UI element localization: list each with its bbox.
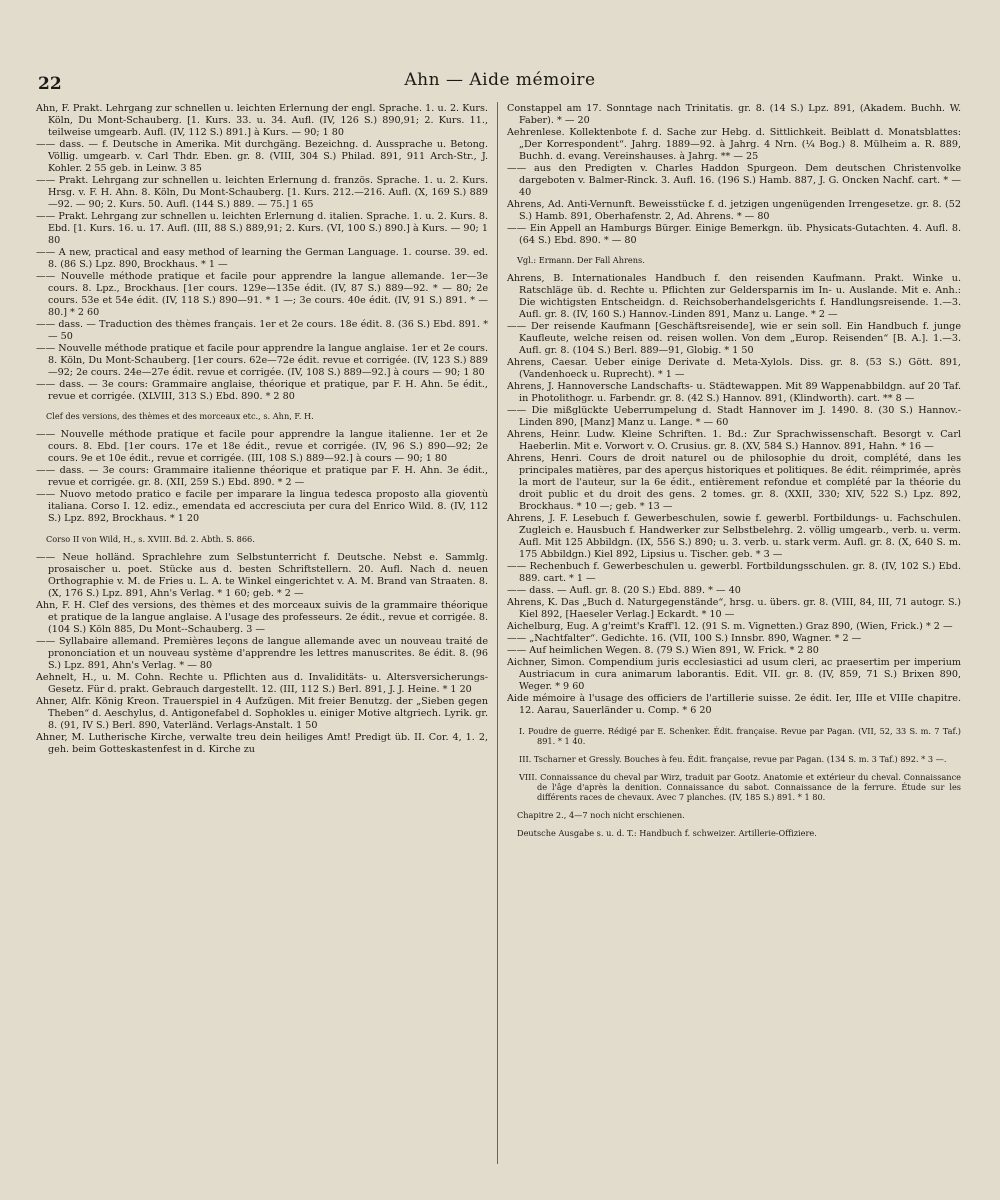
cross-reference-note: Vgl.: Ermann. Der Fall Ahrens. bbox=[517, 255, 645, 266]
entry: Aide mémoire à l'usage des officiers de l'artillerie suisse. 2e édit. Ier, IIIe et VIIIe chapitre. 12. Aarau, Sauerländer u. Comp. * 6 20 bbox=[507, 693, 961, 717]
entry: —— dass. — Traduction des thèmes français. 1er et 2e cours. 18e édit. 8. (36 S.) Ebd. 891. * — 50 bbox=[36, 319, 488, 342]
right-column bbox=[507, 103, 961, 847]
entry: Ahrens, Heinr. Ludw. Kleine Schriften. 1. Bd.: Zur Sprachwissenschaft. Besorgt v. Carl Haeberlin. Mit e. Vorwort v. O. Crusius. gr. 8. (XV, 584 S.) Hannov. 891, Hahn. * 16 — bbox=[507, 429, 961, 453]
cross-reference-note: Clef des versions, des thèmes et des morceaux etc., s. Ahn, F. H. bbox=[46, 411, 314, 422]
entry: Constappel am 17. Sonntage nach Trinitatis. gr. 8. (14 S.) Lpz. 891, (Akadem. Buchh. W. Faber). * — 20 bbox=[507, 103, 961, 126]
entry: —— Der reisende Kaufmann [Geschäftsreisende], wie er sein soll. Ein Handbuch f. junge Kaufleute, welche reisen od. reisen wollen. Von dem „Europ. Reisenden“ [B. A.]. 1.—3. Aufl. gr. 8. (104 S.) Berl. 889—91, Globig. * 1 50 bbox=[507, 321, 961, 357]
chapter-note: VIII. Connaissance du cheval par Wirz, traduit par Gootz. Anatomie et extérieur du cheval. Connaissance de l'âge d'après la denition. Connaissance du sabot. Connaissance de la ferrure. Étude sur les différents races de chevaux. Avec 7 planches. (IV, 185 S.) 891. * 1 80. bbox=[519, 771, 961, 802]
entry: —— Ein Appell an Hamburgs Bürger. Einige Bemerkgn. üb. Physicats-Gutachten. 4. Aufl. 8. (64 S.) Ebd. 890. * — 80 bbox=[507, 223, 961, 246]
entry: —— aus den Predigten v. Charles Haddon Spurgeon. Dem deutschen Christenvolke dargeboten v. Balmer-Rinck. 3. Aufl. 16. (196 S.) Hamb. 887, J. G. Oncken Nachf. cart. * — 40 bbox=[507, 163, 961, 198]
entry: —— Nuovo metodo pratico e facile per imparare la lingua tedesca proposto alla gioventù italiana. Corso I. 12. ediz., emendata ed accresciuta per cura del Enrico Wild. 8. (IV, 112 S.) Lpz. 892, Brockhaus. * 1 20 bbox=[36, 489, 488, 525]
footnote: Deutsche Ausgabe s. u. d. T.: Handbuch f. schweizer. Artillerie-Offiziere. bbox=[517, 828, 817, 839]
entry: —— dass. — 3e cours: Grammaire italienne théorique et pratique par F. H. Ahn. 3e édit., revue et corrigée. gr. 8. (XII, 259 S.) Ebd. 890. * 2 — bbox=[36, 465, 488, 489]
entry: Aichelburg, Eug. A g'reimt's Kraff'l. 12. (91 S. m. Vignetten.) Graz 890, (Wien, Frick.) * 2 — bbox=[507, 621, 953, 633]
entry: Ahner, M. Lutherische Kirche, verwalte treu dein heiliges Amt! Predigt üb. II. Cor. 4, 1. 2, geh. beim Gotteskastenfest in d. Kirche zu bbox=[36, 731, 488, 755]
entry: Ahrens, J. F. Lesebuch f. Gewerbeschulen, sowie f. gewerbl. Fortbildungs- u. Fachschulen. Zugleich e. Hausbuch f. Handwerker zur Selbstbelehrg. 2. völlig umgearb., verb. u. verm. Aufl. Mit 125 Abbildgn. (IX, 556 S.) 890; u. 3. verb. u. stark verm. Aufl. gr. 8. (X, 640 S. m. 175 Abbildgn.) Kiel 892, Lipsius u. Tischer. geb. * 3 — bbox=[507, 513, 961, 561]
cross-reference-note: Corso II von Wild, H., s. XVIII. Bd. 2. Abth. S. 866. bbox=[46, 533, 255, 544]
entry: —— Neue holländ. Sprachlehre zum Selbstunterricht f. Deutsche. Nebst e. Sammlg. prosaischer u. poet. Stücke aus d. besten Schriftstellern. 20. Aufl. Nach d. neuen Orthographie v. M. de Fries u. L. A. te Winkel eingerichtet v. A. M. Brand van Straaten. 8. (X, 176 S.) Lpz. 891, Ahn's Verlag. * 1 60; geb. * 2 — bbox=[36, 551, 488, 599]
entry: —— Nouvelle méthode pratique et facile pour apprendre la langue anglaise. 1er et 2e cours. 8. Köln, Du Mont-Schauberg. [1er cours. 62e—72e édit. revue et corrigée. (IV, 123 S.) 889—92; 2e cours. 24e—27e édit. revue et corrigée. (IV, 108 S.) 889—92.] à cours — 90; 1 80 bbox=[36, 343, 488, 378]
entry: —— Prakt. Lehrgang zur schnellen u. leichten Erlernung d. französ. Sprache. 1. u. 2. Kurs. Hrsg. v. F. H. Ahn. 8. Köln, Du Mont-Schauberg. [1. Kurs. 212.—216. Aufl. (X, 169 S.) 889—92. — 90; 2. Kurs. 50. Aufl. (144 S.) 889. — 75.] 1 65 bbox=[36, 175, 488, 210]
chapter-note: III. Tscharner et Gressly. Bouches à feu. Édit. française, revue par Pagan. (134 S. m. 3 Taf.) 892. * 3 —. bbox=[519, 753, 947, 764]
entry: Ahner, Alfr. König Kreon. Trauerspiel in 4 Aufzügen. Mit freier Benutzg. der „Sieben gegen Theben“ d. Aeschylus, d. Antigonefabel d. Sophokles u. einiger Motive altgriech. Lyrik. gr. 8. (91, IV S.) Berl. 890, Vaterländ. Verlags-Anstalt. 1 50 bbox=[36, 695, 488, 731]
entry: —— Auf heimlichen Wegen. 8. (79 S.) Wien 891, W. Frick. * 2 80 bbox=[507, 645, 819, 657]
entry: —— Prakt. Lehrgang zur schnellen u. leichten Erlernung d. italien. Sprache. 1. u. 2. Kurs. 8. Ebd. [1. Kurs. 16. u. 17. Aufl. (III, 88 S.) 889,91; 2. Kurs. (VI, 100 S.) 890.] à Kurs. — 90; 1 80 bbox=[36, 211, 488, 246]
entry: —— dass. — 3e cours: Grammaire anglaise, théorique et pratique, par F. H. Ahn. 5e édit., revue et corrigée. (XLVIII, 313 S.) Ebd. 890. * 2 80 bbox=[36, 379, 488, 402]
entry: —— Nouvelle méthode pratique et facile pour apprendre la langue italienne. 1er et 2e cours. 8. Ebd. [1er cours. 17e et 18e édit., revue et corrigée. (IV, 96 S.) 890—92; 2e cours. 9e et 10e édit., revue et corrigée. (III, 108 S.) 889—92.] à cours — 90; 1 80 bbox=[36, 429, 488, 465]
footnote: Chapitre 2., 4—7 noch nicht erschienen. bbox=[517, 810, 685, 821]
entry: —— dass. — f. Deutsche in Amerika. Mit durchgäng. Bezeichng. d. Aussprache u. Betong. Völlig. umgearb. v. Carl Thdr. Eben. gr. 8. (VIII, 304 S.) Philad. 891, 911 Arch-Str., J. Kohler. 2 55 geb. in Leinw. 3 85 bbox=[36, 139, 488, 174]
running-header: Ahn — Aide mémoire bbox=[404, 70, 596, 90]
chapter-note: I. Poudre de guerre. Rédigé par E. Schenker. Édit. française. Revue par Pagan. (VII, 52, 33 S. m. 7 Taf.) 891. * 1 40. bbox=[519, 725, 961, 746]
entry: Aichner, Simon. Compendium juris ecclesiastici ad usum cleri, ac praesertim per imperium Austriacum in cura animarum laborantis. Edit. VII. gr. 8. (IV, 859, 71 S.) Brixen 890, Weger. * 9 60 bbox=[507, 657, 961, 693]
entry: Ahn, F. H. Clef des versions, des thèmes et des morceaux suivis de la grammaire théorique et pratique de la langue anglaise. A l'usage des professeurs. 2e édit., revue et corrigée. 8. (104 S.) Köln 885, Du Mont--Schauberg. 3 — bbox=[36, 599, 488, 635]
entry: —— A new, practical and easy method of learning the German Language. 1. course. 39. ed. 8. (86 S.) Lpz. 890, Brockhaus. * 1 — bbox=[36, 247, 488, 270]
entry: Ahrens, B. Internationales Handbuch f. den reisenden Kaufmann. Prakt. Winke u. Ratschläge üb. d. Rechte u. Pflichten zur Geldersparnis im In- u. Auslande. Mit e. Anh.: Die wichtigsten Entscheidgn. d. Reichsoberhandelsgerichts f. Handlungsreisende. 1.—3. Aufl. gr. 8. (IV, 160 S.) Hannov.-Linden 891, Manz u. Lange. * 2 — bbox=[507, 273, 961, 321]
entry: —— Rechenbuch f. Gewerbeschulen u. gewerbl. Fortbildungsschulen. gr. 8. (IV, 102 S.) Ebd. 889. cart. * 1 — bbox=[507, 561, 961, 585]
entry: Ahrens, Ad. Anti-Vernunft. Beweisstücke f. d. jetzigen ungenügenden Irrengesetze. gr. 8. (52 S.) Hamb. 891, Oberhafenstr. 2, Ad. Ahrens. * — 80 bbox=[507, 199, 961, 222]
entry: Ahn, F. Prakt. Lehrgang zur schnellen u. leichten Erlernung der engl. Sprache. 1. u. 2. Kurs. Köln, Du Mont-Schauberg. [1. Kurs. 33. u. 34. Aufl. (IV, 126 S.) 890,91; 2. Kurs. 11., teilweise umgearb. Aufl. (IV, 112 S.) 891.] à Kurs. — 90; 1 80 bbox=[36, 103, 488, 138]
entry: Aehrenlese. Kollektenbote f. d. Sache zur Hebg. d. Sittlichkeit. Beiblatt d. Monatsblattes: „Der Korrespondent“. Jahrg. 1889—92. à Jahrg. 4 Nrn. (¼ Bog.) 8. Mülheim a. R. 889, Buchh. d. evang. Vereinshauses. à Jahrg. ** — 25 bbox=[507, 127, 961, 162]
entry: —— „Nachtfalter“. Gedichte. 16. (VII, 100 S.) Innsbr. 890, Wagner. * 2 — bbox=[507, 633, 862, 645]
entry: Ahrens, Caesar. Ueber einige Derivate d. Meta-Xylols. Diss. gr. 8. (53 S.) Gött. 891, (Vandenhoeck u. Ruprecht). * 1 — bbox=[507, 357, 961, 381]
entry: Aehnelt, H., u. M. Cohn. Rechte u. Pflichten aus d. Invaliditäts- u. Altersversicherungs-Gesetz. Für d. prakt. Gebrauch dargestellt. 12. (III, 112 S.) Berl. 891, J. J. Heine. * 1 20 bbox=[36, 671, 488, 695]
entry: —— dass. — Aufl. gr. 8. (20 S.) Ebd. 889. * — 40 bbox=[507, 585, 741, 597]
left-column bbox=[36, 103, 488, 756]
column-divider bbox=[497, 102, 498, 1164]
entry: —— Nouvelle méthode pratique et facile pour apprendre la langue allemande. 1er—3e cours. 8. Lpz., Brockhaus. [1er cours. 129e—135e édit. (IV, 87 S.) 889—92. * — 80; 2e cours. 53e et 54e édit. (IV, 118 S.) 890—91. * 1 —; 3e cours. 40e édit. (IV, 91 S.) 891. * — 80.] * 2 60 bbox=[36, 271, 488, 318]
entry: Ahrens, Henri. Cours de droit naturel ou de philosophie du droit, complété, dans les principales matières, par des aperçus historiques et politiques. 8e édit. réimprimée, après la mort de l'auteur, sur la 6e édit., entièrement refondue et complété par la théorie du droit public et du droit des gens. 2 tomes. gr. 8. (XXII, 330; XIV, 522 S.) Lpz. 892, Brockhaus. * 10 —; geb. * 13 — bbox=[507, 453, 961, 513]
entry: —— Syllabaire allemand. Premières leçons de langue allemande avec un nouveau traité de prononciation et un nouveau système d'apprendre les lettres manuscrites. 8e édit. 8. (96 S.) Lpz. 891, Ahn's Verlag. * — 80 bbox=[36, 635, 488, 671]
entry: Ahrens, J. Hannoversche Landschafts- u. Städtewappen. Mit 89 Wappenabbildgn. auf 20 Taf. in Photolithogr. u. Farbendr. gr. 8. (42 S.) Hannov. 891, (Klindworth). cart. ** 8 — bbox=[507, 381, 961, 405]
entry: Ahrens, K. Das „Buch d. Naturgegenstände“, hrsg. u. übers. gr. 8. (VIII, 84, III, 71 autogr. S.) Kiel 892, [Haeseler Verlag.] Eckardt. * 10 — bbox=[507, 597, 961, 621]
entry: —— Die mißglückte Ueberrumpelung d. Stadt Hannover im J. 1490. 8. (30 S.) Hannov.-Linden 890, [Manz] Manz u. Lange. * — 60 bbox=[507, 405, 961, 429]
page-number: 22 bbox=[38, 74, 62, 94]
